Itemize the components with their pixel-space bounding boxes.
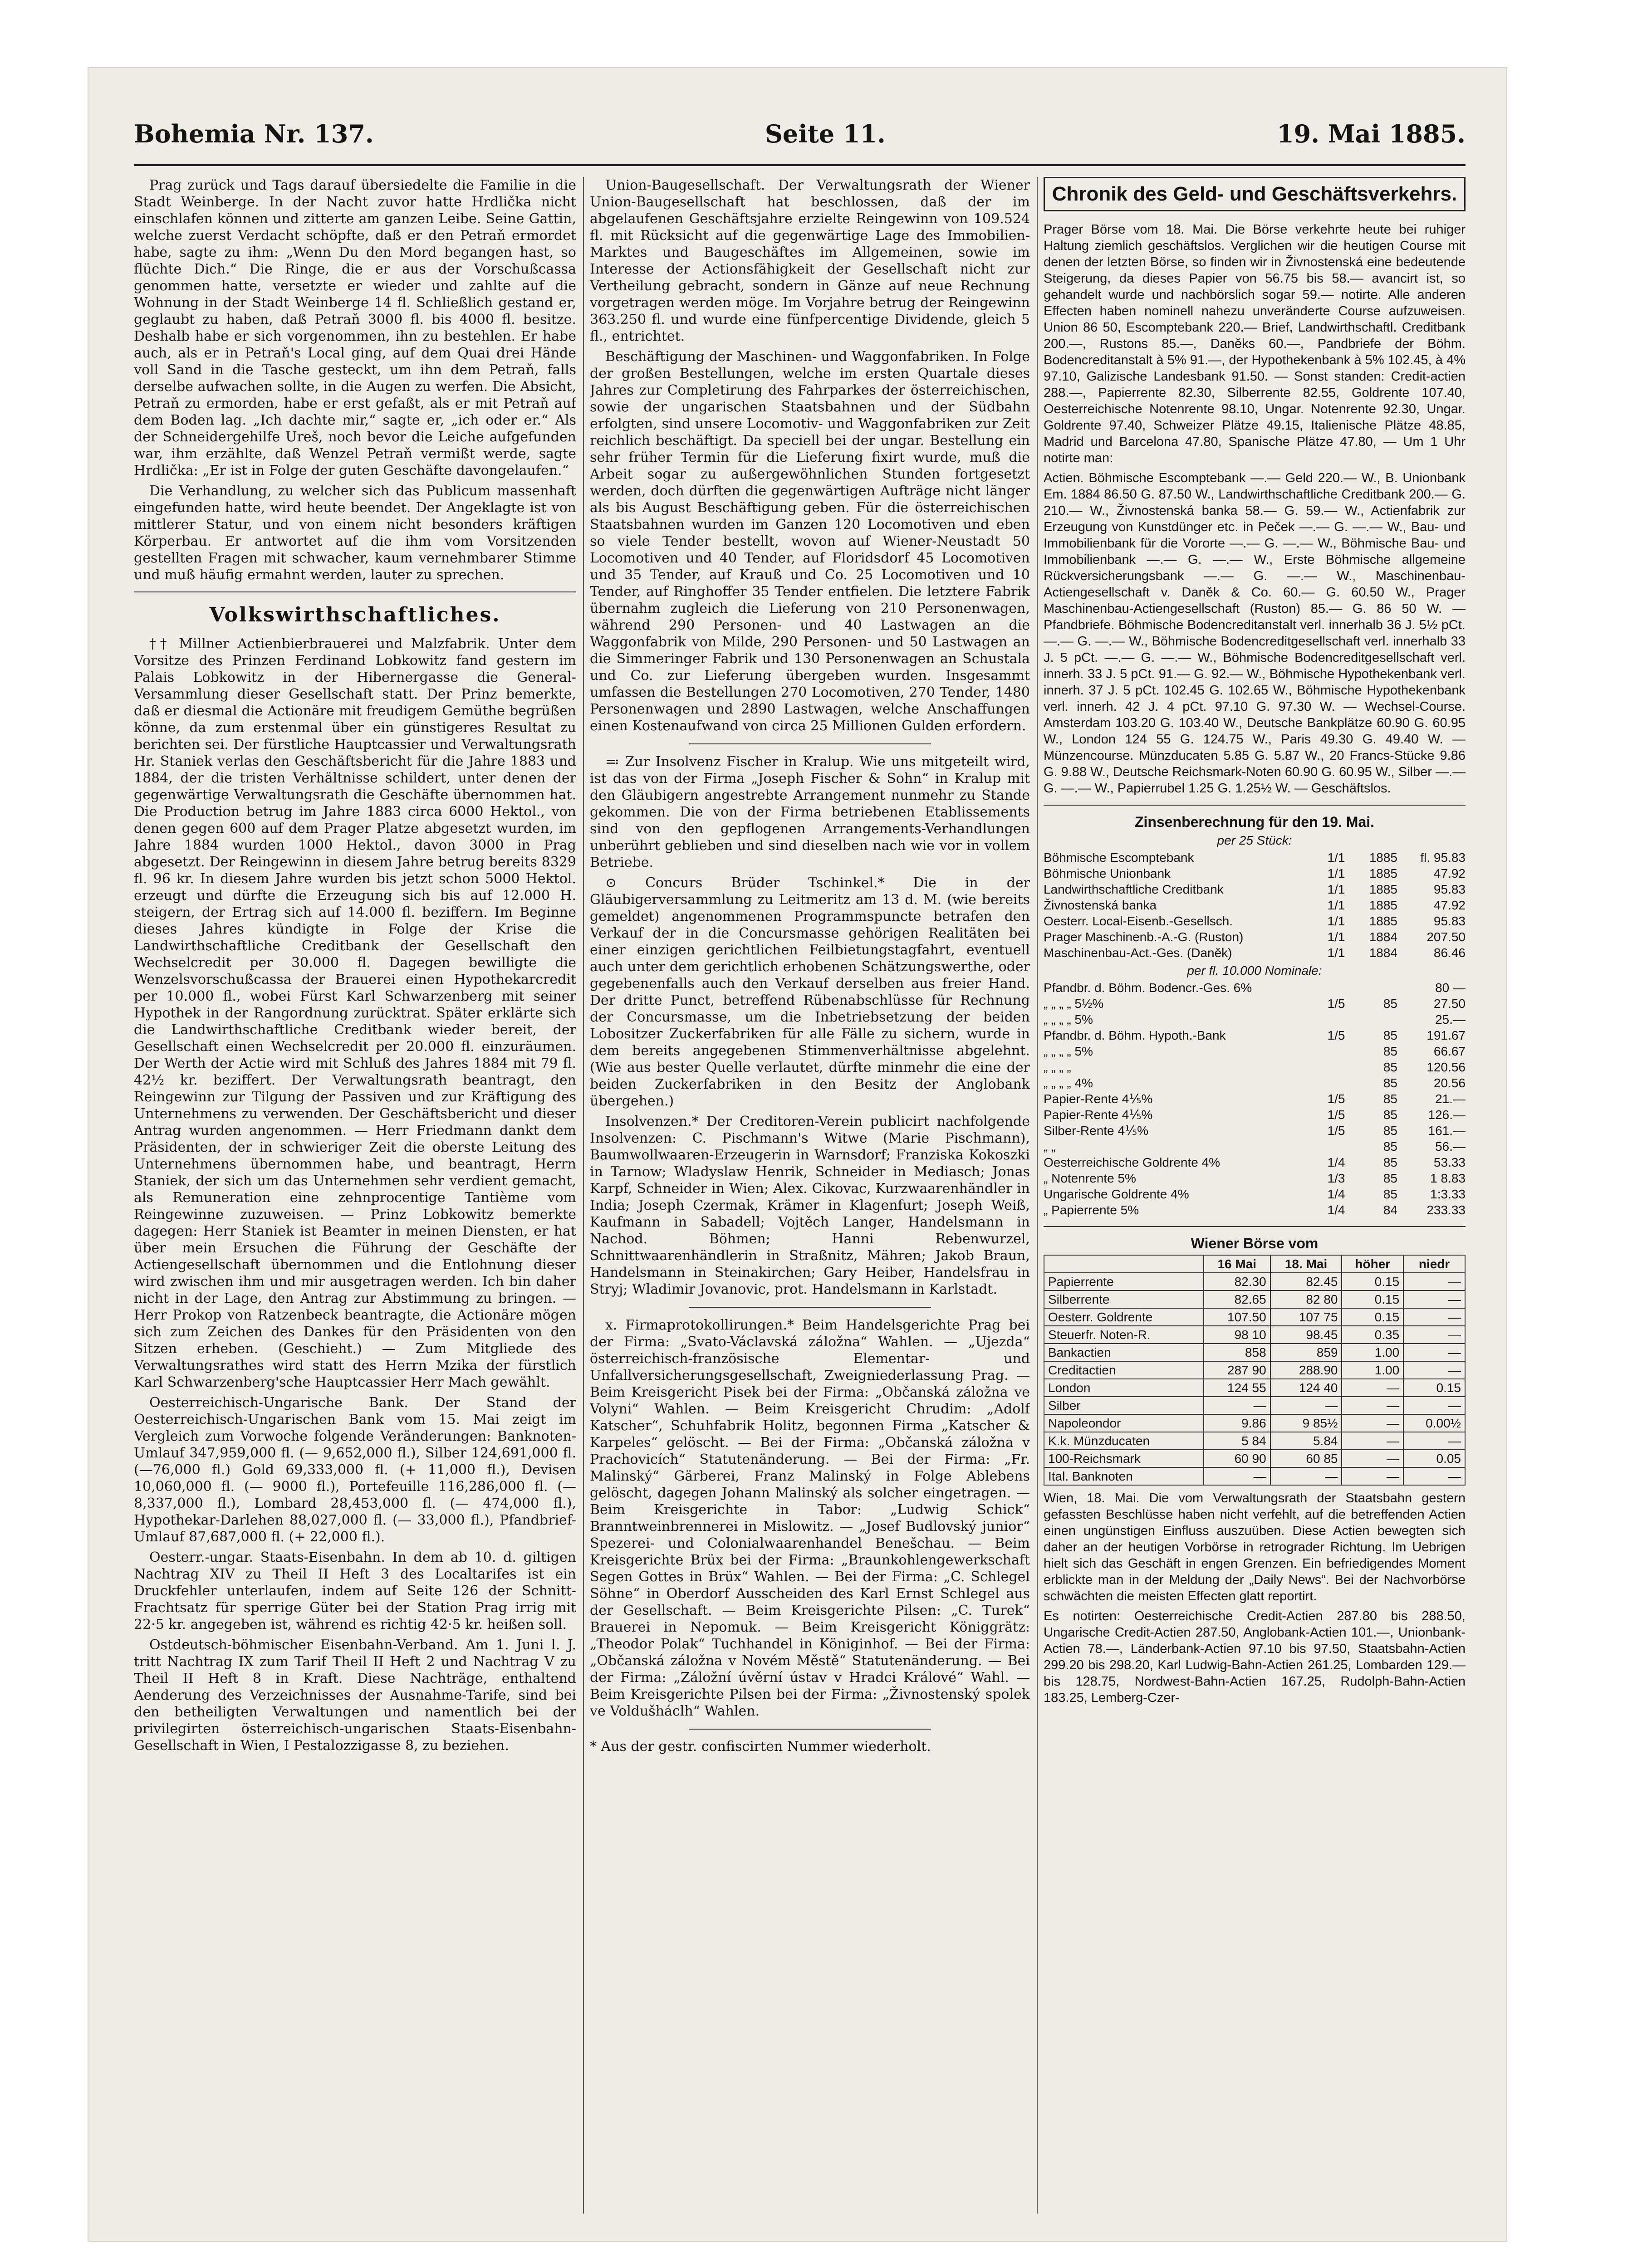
interest-cell-val: 86.46 xyxy=(1433,946,1466,960)
quote-cell: 82.65 xyxy=(1204,1290,1270,1308)
security-name-cell: K.k. Münzducaten xyxy=(1044,1432,1204,1450)
interest-table xyxy=(1044,850,1466,961)
interest-cell-name: Böhmische Unionbank xyxy=(1044,866,1171,880)
interest-row xyxy=(1044,945,1466,961)
interest-cell-year: 85 xyxy=(1383,1108,1397,1122)
divider xyxy=(1044,1226,1466,1227)
interest-cell-frac: 1/3 xyxy=(1327,1171,1345,1185)
interest-table-subheading: per 25 Stück: xyxy=(1217,833,1292,847)
quote-cell: — xyxy=(1342,1467,1403,1485)
interest-cell-year: 85 xyxy=(1383,1044,1397,1058)
quote-cell: 0.35 xyxy=(1342,1326,1403,1344)
security-name-cell: Silberrente xyxy=(1044,1290,1204,1308)
quote-cell: 287 90 xyxy=(1204,1361,1270,1379)
table-header-cell: 18. Mai xyxy=(1270,1255,1342,1273)
interest-cell-val: 25.— xyxy=(1435,1012,1466,1026)
divider xyxy=(689,1307,931,1308)
interest-row xyxy=(1044,1027,1466,1043)
interest-row xyxy=(1044,1139,1466,1154)
header-rule xyxy=(134,164,1466,166)
quote-cell: 288.90 xyxy=(1270,1361,1342,1379)
quote-cell: 5.84 xyxy=(1270,1432,1342,1450)
interest-cell-val: 233.33 xyxy=(1426,1203,1466,1217)
quote-cell: 9.86 xyxy=(1204,1414,1270,1432)
quote-cell: 0.15 xyxy=(1403,1379,1465,1397)
interest-cell-name: Papier-Rente 4⅕% xyxy=(1044,1108,1153,1122)
interest-row xyxy=(1044,929,1466,945)
quote-cell: — xyxy=(1342,1414,1403,1432)
interest-cell-frac: 1/5 xyxy=(1327,1124,1345,1138)
interest-cell-name: Silber-Rente 4⅕% xyxy=(1044,1124,1149,1138)
quote-cell: 124 55 xyxy=(1204,1379,1270,1397)
interest-cell-val: fl. 95.83 xyxy=(1420,850,1466,865)
quote-cell: 124 40 xyxy=(1270,1379,1342,1397)
interest-cell-val: 120.56 xyxy=(1426,1060,1466,1074)
article-paragraph: †† Millner Actienbierbrauerei und Malzfabrik. Unter dem Vorsitze des Prinzen Ferdinand Lobkowitz fand gestern im Palais Lobkowitz in der Hibernergasse die General-Versammlung dieser Gesellschaft statt. Der Prinz bemerkte, daß er diesmal die Actionäre mit freudigem Gemüthe begrüßen könne, da zum erstenmal über ein günstigeres Resultat zu berichten sei. Der fürstliche Hauptcassier und Verwaltungsrath Hr. Staniek verlas den Geschäftsbericht für die Jahre 1883 und 1884, der die tristen Verhältnisse schildert, unter denen der gegenwärtige Verwaltungsrath die Geschäfte übernommen hat. Die Production betrug im Jahre 1883 circa 6000 Hektol., von denen gegen 600 auf dem Prager Platze abgesetzt wurden, im Jahre 1884 wurden 1000 Hektol., davon 3000 in Prag abgesetzt. Der Reingewinn in diesem Jahre betrug bereits 8329 fl. 96 kr. In diesem Jahre wurden bis jetzt schon 5000 Hektol. erzeugt und dürfte die Erzeugung sich bis auf 12.000 H. steigern, der Ertrag sich auf 14.000 fl. beziffern. Im Beginne dieses Jahres kündigte in Folge der Krise die Landwirthschaftliche Creditbank der Gesellschaft den Wechselcredit per 30.000 fl. Dagegen bewilligte die Wenzelsvorschußcassa der Brauerei einen Hypothekarcredit per 10.000 fl., wobei Fürst Karl Schwarzenberg mit seiner Hypothek in der Rangordnung zurücktrat. Später erklärte sich die Landwirthschaftliche Creditbank wieder bereit, der Gesellschaft einen Wechselcredit per 20.000 fl. einzuräumen. Der Werth der Actie wird mit Schluß des Jahres 1884 mit 79 fl. 42½ kr. beziffert. Der Verwaltungsrath beantragt, den Reingewinn zur Tilgung der Passiven und zur Kräftigung des Unternehmens zu verwenden. Der Geschäftsbericht und dieser Antrag wurden angenommen. — Herr Friedmann dankt dem Präsidenten, der in schwieriger Zeit die oberste Leitung des Unternehmens übernommen habe, und beantragt, Herrn Staniek, der sich um das Unternehmen sehr verdient gemacht, als Remuneration eine zehnprocentige Tantième vom Reingewinne zuzuweisen. — Prinz Lobkowitz bemerkte dagegen: Herr Staniek ist Beamter in meinen Diensten, er hat über mein Ersuchen die Führung der Geschäfte der Actiengesellschaft übernommen und die Entlohnung dieser wird zwischen ihm und mir ausgetragen werden. Ich bin daher nicht in der Lage, den Antrag zur Abstimmung zu bringen. — Herr Prokop von Ratzenbeck beantragte, die Actionäre mögen sich zum Zeichen des Dankes für den Präsidenten von den Sitzen erheben. (Geschieht.) — Zum Mitgliede des Verwaltungsrathes wird statt des Herrn Mzika der fürstlich Karl Schwarzenberg'sche Hauptcassier Herr Mach gewählt. xyxy=(134,636,576,1390)
interest-cell-val: 20.56 xyxy=(1433,1076,1466,1090)
security-name-cell: Papierrente xyxy=(1044,1273,1204,1290)
column-middle xyxy=(590,177,1030,2214)
interest-row xyxy=(1044,996,1466,1012)
interest-cell-name: „ „ „ „ 5% xyxy=(1044,1012,1093,1026)
interest-cell-val: 56.— xyxy=(1435,1139,1466,1154)
vienna-exchange-title: Wiener Börse vom xyxy=(1191,1235,1319,1251)
interest-cell-frac: 1/4 xyxy=(1327,1203,1345,1217)
interest-row xyxy=(1044,1059,1466,1075)
interest-cell-val: 53.33 xyxy=(1433,1155,1466,1169)
interest-cell-year: 85 xyxy=(1383,1124,1397,1138)
interest-cell-val: 161.— xyxy=(1428,1124,1466,1138)
security-name-cell: Oesterr. Goldrente xyxy=(1044,1308,1204,1326)
interest-cell-frac: 1/5 xyxy=(1327,1108,1345,1122)
interest-cell-year: 85 xyxy=(1383,997,1397,1011)
interest-row xyxy=(1044,1043,1466,1059)
market-report: Wien, 18. Mai. Die vom Verwaltungsrath der Staatsbahn gestern gefassten Beschlüsse haben nicht verfehlt, auf die betreffenden Actien einen ungünstigen Einfluss auszuüben. Diese Actien bewegten sich daher an der heutigen Vorbörse in retrograder Richtung. Im Uebrigen hielt sich das Geschäft in engen Grenzen. Ein befriedigendes Moment erblickte man in der Meldung der „Daily News“. Bei der Nachvorbörse schwächten die meisten Effecten glatt reportirt. xyxy=(1044,1491,1466,1603)
interest-cell-frac xyxy=(1320,1012,1352,1027)
page-header xyxy=(134,107,1466,161)
interest-cell-frac: 1/5 xyxy=(1327,997,1345,1011)
interest-cell-val: 1 8.83 xyxy=(1430,1171,1466,1185)
interest-cell-val: 95.83 xyxy=(1433,914,1466,928)
quote-cell: — xyxy=(1403,1467,1465,1485)
section-heading: Volkswirthschaftliches. xyxy=(209,603,501,626)
interest-cell-frac: 1/4 xyxy=(1327,1187,1345,1201)
quote-cell: 859 xyxy=(1270,1344,1342,1361)
interest-cell-name: Böhmische Escomptebank xyxy=(1044,850,1194,865)
interest-row xyxy=(1044,850,1466,865)
interest-row xyxy=(1044,1170,1466,1186)
table-row xyxy=(1044,1290,1465,1308)
interest-cell-name: Landwirthschaftliche Creditbank xyxy=(1044,882,1224,896)
security-name-cell: Creditactien xyxy=(1044,1361,1204,1379)
quote-cell: 5 84 xyxy=(1204,1432,1270,1450)
quote-cell: 1.00 xyxy=(1342,1344,1403,1361)
market-report: Prager Börse vom 18. Mai. Die Börse verkehrte heute bei ruhiger Haltung ziemlich geschäftslos. Verglichen wir die heutigen Course mit denen der letzten Börse, so finden wir in Živnostenská eine bedeutende Steigerung, da dieses Papier von 56.75 bis 58.— avancirt ist, so gehandelt wurde und nachbörslich sogar 59.— notirte. Alle anderen Effecten haben nominell nahezu unveränderte Course aufzuweisen. Union 86 50, Escomptebank 220.— Brief, Landwirthschaftl. Creditbank 200.—, Rustons 85.—, Daněks 60.—, Pandbriefe der Böhm. Bodencreditanstalt à 5% 91.—, der Hypothekenbank à 5% 102.45, à 4% 97.10, Galizische Landesbank 91.50. — Sonst standen: Credit-actien 288.—, Papierrente 82.30, Silberrente 82.55, Goldrente 107.40, Oesterreichische Notenrente 98.10, Ungar. Notenrente 92.30, Ungar. Goldrente 97.40, Schweizer Plätze 49.15, Italienische Plätze 48.85, Madrid und Barcelona 47.80, Spanische Plätze 47.80, — Um 1 Uhr notirte man: xyxy=(1044,222,1466,465)
interest-cell-name: Oesterreichische Goldrente 4% xyxy=(1044,1155,1221,1169)
quote-cell: 9 85½ xyxy=(1270,1414,1342,1432)
interest-row xyxy=(1044,1154,1466,1170)
interest-cell-frac: 1/1 xyxy=(1327,898,1345,912)
interest-row xyxy=(1044,1123,1466,1139)
header-paper-title: Bohemia Nr. 137. xyxy=(134,119,374,148)
article-paragraph: Ostdeutsch-böhmischer Eisenbahn-Verband. Am 1. Juni l. J. tritt Nachtrag IX zum Tarif Theil II Heft 2 und Nachtrag V zu Theil II Heft 8 in Kraft. Diese Nachträge, enthaltend Aenderung des Verzeichnisses der Ausnahme-Tarife, sind bei den betheiligten Verwaltungen und namentlich bei der privilegirten österreichisch-ungarischen Staats-Eisenbahn-Gesellschaft in Wien, I Pestalozzigasse 8, zu beziehen. xyxy=(134,1637,576,1754)
article-paragraph: Beschäftigung der Maschinen- und Waggonfabriken. In Folge der großen Bestellungen, welche im ersten Quartale dieses Jahres zur Completirung des Fahrparkes der österreichischen, sowie der ungarischen Staatsbahnen und der Südbahn erfolgten, sind unsere Locomotiv- und Waggonfabriken zur Zeit reichlich beschäftigt. Da speciell bei der ungar. Bestellung ein sehr früher Termin für die Lieferung fixirt wurde, muß die Arbeit sogar zu außergewöhnlichen Stunden fortgesetzt werden, doch dürften die gegenwärtigen Aufträge nicht länger als bis August Beschäftigung geben. Für die österreichischen Staatsbahnen wurden im Ganzen 120 Locomotiven und eben so viele Tender bestellt, wovon auf Wiener-Neustadt 50 Locomotiven und 40 Tender, auf Floridsdorf 45 Locomotiven und 35 Tender, auf Krauß und Co. 25 Locomotiven und 10 Tender, auf Ringhoffer 35 Tender entfielen. Die letztere Fabrik übernahm zugleich die Lieferung von 210 Personenwagen, während 290 Personen- und 40 Lastwagen an die Waggonfabrik von Milde, 290 Personen- und 50 Lastwagen an die Simmeringer Fabrik und 130 Personenwagen an Schustala und Co. zur Lieferung übergeben wurden. Insgesammt umfassen die Bestellungen 270 Locomotiven, 270 Tender, 1480 Personenwagen und 2890 Lastwagen, welche Anschaffungen einen Kostenaufwand von circa 25 Millionen Gulden erfordern. xyxy=(590,349,1030,734)
quote-cell: — xyxy=(1342,1379,1403,1397)
table-row xyxy=(1044,1414,1465,1432)
interest-cell-year: 1885 xyxy=(1369,850,1397,865)
interest-row xyxy=(1044,865,1466,881)
divider xyxy=(1044,805,1466,806)
article-paragraph: Insolvenzen.* Der Creditoren-Verein publicirt nachfolgende Insolvenzen: C. Pischmann's Witwe (Marie Pischmann), Baumwollwaaren-Erzeugerin in Warnsdorf; Franziska Kokoszki in Tarnow; Wladyslaw Henrik, Schneider in Mediasch; Jonas Karpf, Schneider in Wien; Alex. Cikovac, Kurzwaarenhändler in India; Joseph Czermak, Krämer in Klagenfurt; Joseph Weiß, Kaufmann in Sabadell; Vojtěch Langer, Handelsmann in Nachod. Böhmen; Hanni Rebenwurzel, Schnittwaarenhändlerin in Straßnitz, Mähren; Jakob Braun, Handelsmann in Steinakirchen; Gary Heiber, Handelsfrau in Stryj; Wladimir Jovanovic, prot. Handelsmann in Karlstadt. xyxy=(590,1114,1030,1297)
column-divider xyxy=(1037,177,1038,2214)
interest-cell-year: 1885 xyxy=(1369,882,1397,896)
interest-cell-year: 1885 xyxy=(1369,914,1397,928)
quote-cell: — xyxy=(1403,1326,1465,1344)
interest-cell-year: 85 xyxy=(1383,1171,1397,1185)
quote-cell: 0.15 xyxy=(1342,1290,1403,1308)
quote-cell: — xyxy=(1403,1308,1465,1326)
quote-cell: 98.45 xyxy=(1270,1326,1342,1344)
interest-cell-val: 80 — xyxy=(1435,981,1466,995)
finance-chronicle-title: Chronik des Geld- und Geschäftsverkehrs. xyxy=(1044,177,1466,211)
interest-row xyxy=(1044,897,1466,913)
quote-cell: — xyxy=(1270,1397,1342,1414)
interest-cell-name: „ „ „ „ 5½% xyxy=(1044,997,1104,1011)
interest-cell-frac: 1/1 xyxy=(1327,946,1345,960)
interest-cell-frac xyxy=(1320,980,1352,996)
interest-cell-name: Živnostenská banka xyxy=(1044,898,1157,912)
table-row xyxy=(1044,1432,1465,1450)
interest-table-subheading: per fl. 10.000 Nominale: xyxy=(1187,963,1322,978)
table-row xyxy=(1044,1467,1465,1485)
interest-cell-frac: 1/5 xyxy=(1327,1092,1345,1106)
interest-cell-year: 85 xyxy=(1383,1060,1397,1074)
quote-cell: — xyxy=(1403,1344,1465,1361)
table-row xyxy=(1044,1397,1465,1414)
article-paragraph: Prag zurück und Tags darauf übersiedelte die Familie in die Stadt Weinberge. In der Nacht zuvor hatte Hrdlička nicht einschlafen können und zitterte am ganzen Leibe. Seine Gattin, welche zuerst Verdacht schöpfte, daß er den Petraň ermordet habe, sagte zu ihm: „Wenn Du den Mord begangen hast, so flüchte Dich.“ Die Ringe, die er aus der Vorschußcassa genommen hatte, versetzte er wieder und zahlte auf die Wohnung in der Stadt Weinberge 14 fl. Schließlich gestand er, geglaubt zu haben, daß Petraň 3000 fl. bis 4000 fl. besitze. Deshalb habe er sich vorgenommen, ihn zu bestehlen. Er habe auch, als er in Petraň's Local ging, auf dem Quai drei Hände voll Sand in die Tasche gesteckt, um ihn dem Petraň, falls derselbe aufwachen sollte, in die Augen zu werfen. Die Absicht, Petraň zu ermorden, habe er erst gefaßt, als er mit Petraň auf dem Boden lag. „Ich dachte mir,“ sagte er, „ich oder er.“ Als der Schneidergehilfe Ureš, noch bevor die Leiche aufgefunden war, ihm erzählte, daß Wenzel Petraň vermißt werde, sagte Hrdlička: „Er ist in Folge der guten Geschäfte davongelaufen.“ xyxy=(134,177,576,479)
article-paragraph: x. Firmaprotokollirungen.* Beim Handelsgerichte Prag bei der Firma: „Svato-Václavská záložna“ Wahlen. — „Ujezda“ österreichisch-französische Elementar- und Unfallversicherungsgesellschaft, Zweigniederlassung Prag. — Beim Kreisgericht Pisek bei der Firma: „Občanská záložna ve Volyni“ Wahlen. — Beim Kreisgericht Chrudim: „Adolf Katscher“, Schuhfabrik Holitz, begonnen Firma „Katscher & Karpeles“ gelöscht. — Bei der Firma: „Občanská záložna v Prachovicích“ Statutenänderung. — Bei der Firma: „Fr. Malinský“ Gärberei, Franz Malinský in Folge Ablebens gelöscht, dagegen Johann Malinský als solcher eingetragen. — Beim Kreisgerichte in Tabor: „Ludwig Schick“ Branntweinbrennerei in Mislowitz. — „Josef Budlovský junior“ Spezerei- und Colonialwaarenhandel Benešchau. — Beim Kreisgerichte Brüx bei der Firma: „Braunkohlengewerkschaft Segen Gottes in Brüx“ Wahlen. — Bei der Firma: „C. Schlegel Söhne“ in Oberdorf Ausscheiden des Karl Ernst Schlegel aus der Gesellschaft. — Beim Kreisgerichte Pilsen: „C. Turek“ Brauerei in Nepomuk. — Beim Kreisgericht Königgrätz: „Theodor Polak“ Tuchhandel in Königinhof. — Bei der Firma: „Občanská záložna v Novém Městě“ Statutenänderung. — Bei der Firma: „Záložní úvěrní ústav v Hradci Králové“ Wahl. — Beim Kreisgerichte Pilsen bei der Firma: „Živnostenský spolek ve Voldušháclh“ Wahlen. xyxy=(590,1317,1030,1719)
interest-cell-name: „ „ „ „ 5% xyxy=(1044,1044,1093,1058)
interest-cell-frac: 1/1 xyxy=(1327,850,1345,865)
quote-cell: — xyxy=(1403,1397,1465,1414)
quote-cell: 82 80 xyxy=(1270,1290,1342,1308)
quote-cell: — xyxy=(1204,1397,1270,1414)
interest-cell-frac xyxy=(1320,1075,1352,1091)
interest-cell-val: 66.67 xyxy=(1433,1044,1466,1058)
interest-cell-val: 95.83 xyxy=(1433,882,1466,896)
interest-cell-year: 85 xyxy=(1383,1155,1397,1169)
interest-cell-name: Pfandbr. d. Böhm. Bodencr.-Ges. 6% xyxy=(1044,981,1252,995)
interest-table xyxy=(1044,980,1466,1218)
quote-cell: — xyxy=(1403,1361,1465,1379)
table-row xyxy=(1044,1361,1465,1379)
interest-row xyxy=(1044,1075,1466,1091)
interest-cell-year: 85 xyxy=(1383,1187,1397,1201)
interest-cell-val: 47.92 xyxy=(1433,866,1466,880)
quote-cell: 0.00½ xyxy=(1403,1414,1465,1432)
security-name-cell: 100-Reichsmark xyxy=(1044,1450,1204,1467)
interest-row xyxy=(1044,1012,1466,1027)
interest-cell-val: 21.— xyxy=(1435,1092,1466,1106)
interest-cell-val: 207.50 xyxy=(1426,930,1466,944)
quote-cell: — xyxy=(1204,1467,1270,1485)
interest-cell-frac: 1/1 xyxy=(1327,930,1345,944)
interest-cell-frac: 1/1 xyxy=(1327,914,1345,928)
column-divider xyxy=(583,177,584,2214)
quote-cell: — xyxy=(1403,1432,1465,1450)
table-row xyxy=(1044,1450,1465,1467)
quote-cell: 98 10 xyxy=(1204,1326,1270,1344)
security-name-cell: Silber xyxy=(1044,1397,1204,1414)
interest-cell-name: „ „ „ „ 4% xyxy=(1044,1076,1093,1090)
quote-cell: 107.50 xyxy=(1204,1308,1270,1326)
interest-cell-val: 47.92 xyxy=(1433,898,1466,912)
security-name-cell: Napoleondor xyxy=(1044,1414,1204,1432)
quote-cell: 82.45 xyxy=(1270,1273,1342,1290)
quote-cell: 107 75 xyxy=(1270,1308,1342,1326)
interest-cell-name: „ „ „ „ xyxy=(1044,1060,1071,1074)
interest-cell-year: 85 xyxy=(1383,1092,1397,1106)
interest-cell-frac xyxy=(1320,1043,1352,1059)
interest-cell-frac xyxy=(1320,1059,1352,1075)
interest-cell-name: „ Papierrente 5% xyxy=(1044,1203,1139,1217)
security-name-cell: Ital. Banknoten xyxy=(1044,1467,1204,1485)
column-left xyxy=(134,177,576,2214)
security-name-cell: Steuerfr. Noten-R. xyxy=(1044,1326,1204,1344)
interest-row xyxy=(1044,1202,1466,1218)
table-row xyxy=(1044,1308,1465,1326)
quote-cell: 0.15 xyxy=(1342,1308,1403,1326)
quote-cell: — xyxy=(1403,1273,1465,1290)
market-report: Es notirten: Oesterreichische Credit-Actien 287.80 bis 288.50, Ungarische Credit-Actien 287.50, Anglobank-Actien 101.—, Unionbank-Actien 78.—, Länderbank-Actien 97.10 bis 97.50, Staatsbahn-Actien 299.20 bis 298.20, Karl Ludwig-Bahn-Actien 261.25, Lombarden 129.— bis 128.75, Nordwest-Bahn-Actien 167.25, Rudolph-Bahn-Actien 183.25, Lemberg-Czer- xyxy=(1044,1609,1466,1705)
interest-cell-year: 1885 xyxy=(1369,866,1397,880)
column-right xyxy=(1044,177,1466,2214)
quote-cell: — xyxy=(1342,1450,1403,1467)
article-paragraph: Oesterreichisch-Ungarische Bank. Der Stand der Oesterreichisch-Ungarischen Bank vom 15. Mai zeigt im Vergleich zum Vorwoche folgende Veränderungen: Banknoten-Umlauf 347,959,000 fl. (— 9,652,000 fl.), Silber 124,691,000 fl. (—76,000 fl.) Gold 69,333,000 fl. (+ 11,000 fl.), Devisen 10,060,000 fl. (— 9000 fl.), Portefeuille 116,286,000 fl. (— 8,337,000 fl.), Lombard 28,453,000 fl. (— 474,000 fl.), Hypothekar-Darlehen 88,027,000 fl. (— 33,000 fl.), Pfandbrief-Umlauf 87,687,000 fl. (+ 22,000 fl.). xyxy=(134,1395,576,1545)
divider xyxy=(689,1729,931,1730)
interest-cell-year: 1884 xyxy=(1369,930,1397,944)
interest-cell-frac: 1/5 xyxy=(1327,1028,1345,1042)
quote-cell: — xyxy=(1270,1467,1342,1485)
interest-row xyxy=(1044,1186,1466,1202)
interest-row xyxy=(1044,980,1466,996)
interest-cell-val: 1:3.33 xyxy=(1430,1187,1466,1201)
vienna-exchange-table xyxy=(1044,1255,1466,1486)
interest-cell-frac: 1/4 xyxy=(1327,1155,1345,1169)
interest-row xyxy=(1044,1107,1466,1123)
quote-cell: 0.05 xyxy=(1403,1450,1465,1467)
interest-cell-frac xyxy=(1320,1139,1352,1154)
quote-cell: 0.15 xyxy=(1342,1273,1403,1290)
interest-table-title: Zinsenberechnung für den 19. Mai. xyxy=(1134,814,1375,830)
interest-cell-frac: 1/1 xyxy=(1327,882,1345,896)
header-date: 19. Mai 1885. xyxy=(1277,119,1466,148)
article-paragraph: ⊙ Concurs Brüder Tschinkel.* Die in der Gläubigerversammlung zu Leitmeritz am 13 d. M. (wie bereits gemeldet) angenommenen Programmspuncte betrafen den Verkauf der in die Concursmasse gehörigen Realitäten bei einer einzigen gerichtlichen Feilbietungstagfahrt, eventuell auch unter dem gerichtlich erhobenen Schätzungswerthe, oder gegebenenfalls auch den Verkauf derselben aus freier Hand. Der dritte Punct, betreffend Rübenabschlüsse für Rechnung der Concursmasse, um die Inbetriebsetzung der beiden Lobositzer Zuckerfabriken für alle Fälle zu sichern, wurde in dem bereits angegebenen Stimmenverhältnisse abgelehnt. (Wie aus bester Quelle verlautet, dürfte minmehr die eine der beiden Zuckerfabriken in den Besitz der Anglobank übergehen.) xyxy=(590,875,1030,1109)
quote-cell: 1.00 xyxy=(1342,1361,1403,1379)
market-quotes: Actien. Böhmische Escomptebank —.— Geld 220.— W., B. Unionbank Em. 1884 86.50 G. 87.50 W., Landwirthschaftliche Creditbank 200.— G. 210.— W., Živnostenská banka 58.— G. 59.— W., Actienfabrik zur Erzeugung von Kunstdünger etc. in Peček —.— G. —.— W., Bau- und Immobilienbank für die Vororte —.— G. —.— W., Böhmische Bau- und Immobilienbank —.— G. —.— W., Erste Böhmische allgemeine Rückversicherungsbank —.— G. —.— W., Maschinenbau-Actiengesellschaft v. Daněk & Co. 60.— G. 60.50 W., Prager Maschinenbau-Actiengesellschaft (Ruston) 85.— G. 86 50 W. — Pfandbriefe. Böhmische Bodencreditanstalt verl. innerhalb 36 J. 5½ pCt. —.— G. —.— W., Böhmische Bodencreditgesellschaft verl. innerhalb 33 J. 5 pCt. —.— G. —.— W., Böhmische Bodencreditgesellschaft verl. innerh. 33 J. 5 pCt. 91.— G. 92.— W., Böhmische Hypothekenbank verl. innerh. 37 J. 5 pCt. 102.45 G. 102.65 W., Böhmische Hypothekenbank verl. innerh. 42 J. 4 pCt. 97.10 G. 97.30 W. — Wechsel-Course. Amsterdam 103.20 G. 103.40 W., Deutsche Bankplätze 60.90 G. 60.95 W., London 124 55 G. 124.75 W., Paris 49.30 G. 49.40 W. — Münzencourse. Münzducaten 5.85 G. 5.87 W., 20 Francs-Stücke 9.86 G. 9.88 W., Deutsche Reichsmark-Noten 60.90 G. 60.95 W., Silber —.— G. —.— W., Papierrubel 1.25 G. 1.25½ W. — Geschäftslos. xyxy=(1044,471,1466,796)
table-row xyxy=(1044,1379,1465,1397)
article-paragraph: Die Verhandlung, zu welcher sich das Publicum massenhaft eingefunden hatte, wird heute beendet. Der Angeklagte ist von mittlerer Statur, und von einem nicht besonders kräftigen Körperbau. Er antwortet auf die ihm vom Vorsitzenden gestellten Fragen mit schwacher, kaum vernehmbarer Stimme und muß häufig ermahnt werden, lauter zu sprechen. xyxy=(134,483,576,583)
interest-row xyxy=(1044,1091,1466,1107)
quote-cell: — xyxy=(1342,1397,1403,1414)
interest-cell-val: 191.67 xyxy=(1426,1028,1466,1042)
article-paragraph: Oesterr.-ungar. Staats-Eisenbahn. In dem ab 10. d. giltigen Nachtrag XIV zu Theil II Heft 3 des Localtarifes ist ein Druckfehler unterlaufen, indem auf Seite 126 der Schnitt-Frachtsatz für sperrige Güter bei der Station Prag irrig mit 22·5 kr. angegeben ist, während es richtig 42·5 kr. heißen soll. xyxy=(134,1549,576,1633)
table-row xyxy=(1044,1326,1465,1344)
interest-cell-name: Maschinenbau-Act.-Ges. (Daněk) xyxy=(1044,946,1232,960)
interest-cell-name: Pfandbr. d. Böhm. Hypoth.-Bank xyxy=(1044,1028,1226,1042)
table-header-cell xyxy=(1044,1255,1204,1273)
interest-row xyxy=(1044,913,1466,929)
quote-cell: 82.30 xyxy=(1204,1273,1270,1290)
interest-cell-name: „ Notenrente 5% xyxy=(1044,1171,1136,1185)
interest-cell-name: Oesterr. Local-Eisenb.-Gesellsch. xyxy=(1044,914,1233,928)
table-row xyxy=(1044,1344,1465,1361)
footnote: * Aus der gestr. confiscirten Nummer wiederholt. xyxy=(590,1739,931,1755)
interest-cell-name: „ „ xyxy=(1044,1139,1056,1154)
divider xyxy=(134,591,576,592)
quote-cell: — xyxy=(1342,1432,1403,1450)
interest-cell-year: 1884 xyxy=(1369,946,1397,960)
interest-cell-name: Prager Maschinenb.-A.-G. (Ruston) xyxy=(1044,930,1244,944)
header-page-number: Seite 11. xyxy=(765,119,886,148)
interest-row xyxy=(1044,881,1466,897)
quote-cell: 60 85 xyxy=(1270,1450,1342,1467)
interest-cell-year: 1885 xyxy=(1369,898,1397,912)
interest-cell-year: 85 xyxy=(1383,1028,1397,1042)
quote-cell: — xyxy=(1403,1290,1465,1308)
interest-cell-name: Papier-Rente 4⅕% xyxy=(1044,1092,1153,1106)
table-row xyxy=(1044,1273,1465,1290)
table-header-cell: niedr xyxy=(1403,1255,1465,1273)
interest-cell-year: 84 xyxy=(1383,1203,1397,1217)
security-name-cell: London xyxy=(1044,1379,1204,1397)
article-paragraph: ≕ Zur Insolvenz Fischer in Kralup. Wie uns mitgeteilt wird, ist das von der Firma „Joseph Fischer & Sohn“ in Kralup mit den Gläubigern angestrebte Arrangement nunmehr zu Stande gekommen. Die von der Firma betriebenen Etablissements sind von den gepflogenen Arrangements-Verhandlungen unberührt geblieben und sind dieselben nach wie vor in vollem Betriebe. xyxy=(590,754,1030,870)
interest-cell-year xyxy=(1352,980,1397,996)
quote-cell: 60 90 xyxy=(1204,1450,1270,1467)
table-header-cell: höher xyxy=(1342,1255,1403,1273)
interest-cell-year xyxy=(1352,1012,1397,1027)
security-name-cell: Bankactien xyxy=(1044,1344,1204,1361)
interest-cell-val: 126.— xyxy=(1428,1108,1466,1122)
interest-cell-val: 27.50 xyxy=(1433,997,1466,1011)
interest-cell-year: 85 xyxy=(1383,1076,1397,1090)
newspaper-page xyxy=(88,68,1506,2241)
article-paragraph: Union-Baugesellschaft. Der Verwaltungsrath der Wiener Union-Baugesellschaft hat beschlossen, daß der im abgelaufenen Geschäftsjahre erzielte Reingewinn von 109.524 fl. mit Rücksicht auf die gegenwärtige Lage des Immobilien-Marktes und Baugeschäftes im Allgemeinen, sowie im Interesse der Actionsfähigkeit der Gesellschaft nicht zur Vertheilung gebracht, sondern in Gänze auf neue Rechnung vorgetragen werden möge. Im Vorjahre betrug der Reingewinn 363.250 fl. und wurde eine fünfpercentige Dividende, gleich 5 fl., entrichtet. xyxy=(590,177,1030,344)
quote-cell: 858 xyxy=(1204,1344,1270,1361)
interest-cell-name: Ungarische Goldrente 4% xyxy=(1044,1187,1189,1201)
divider xyxy=(689,743,931,744)
interest-cell-frac: 1/1 xyxy=(1327,866,1345,880)
interest-cell-year: 85 xyxy=(1383,1139,1397,1154)
table-header-cell: 16 Mai xyxy=(1204,1255,1270,1273)
